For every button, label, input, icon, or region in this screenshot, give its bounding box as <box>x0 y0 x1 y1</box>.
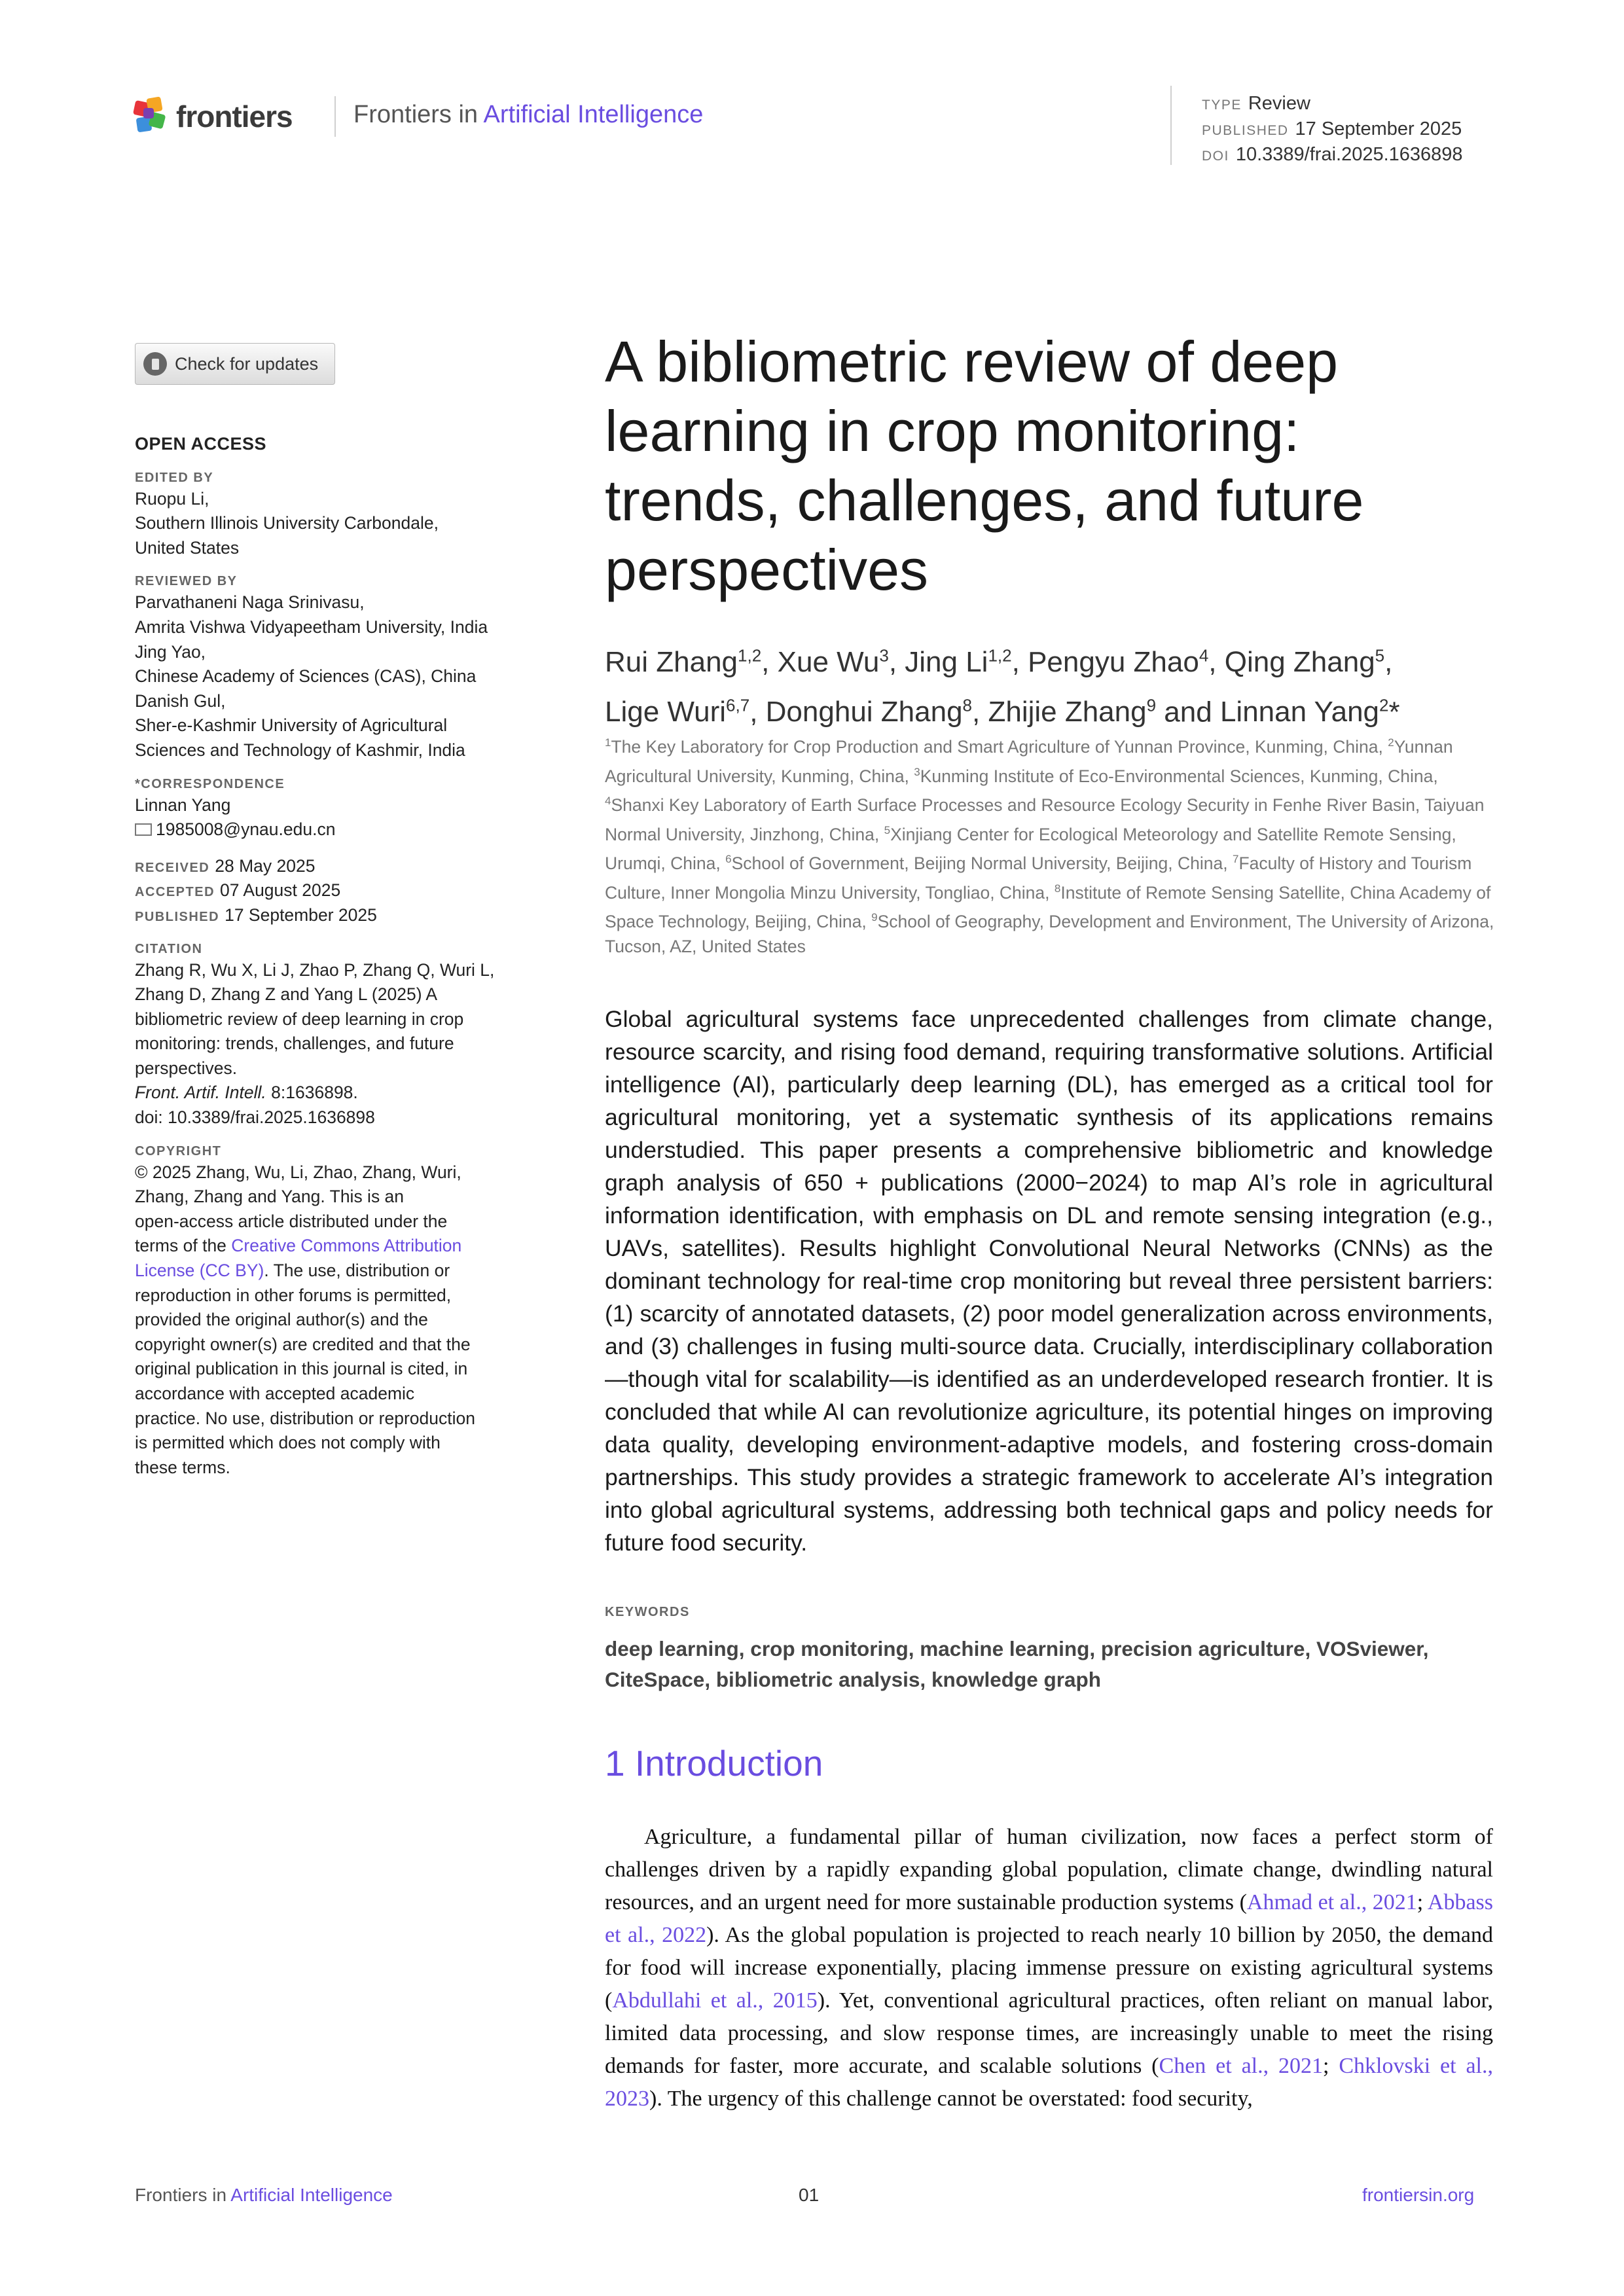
license-link-cont[interactable]: License (CC BY) <box>135 1261 264 1281</box>
author-affiliation-ref: 2 <box>1379 695 1389 715</box>
open-access-label: OPEN ACCESS <box>135 434 267 454</box>
published-value-sidebar: 17 September 2025 <box>225 905 377 925</box>
journal-title: Artificial Intelligence <box>483 101 704 128</box>
copyright-line: provided the original author(s) and the <box>135 1310 428 1330</box>
author[interactable] <box>605 696 749 728</box>
copyright-line: © 2025 Zhang, Wu, Li, Zhao, Zhang, Wuri, <box>135 1162 461 1182</box>
author[interactable] <box>778 646 889 678</box>
affiliation-text: Xinjiang Center for Ecological Meteorology and Satellite Remote Sensing, Urumqi, China, <box>605 824 1456 873</box>
author[interactable] <box>1225 646 1384 678</box>
author[interactable] <box>1220 696 1389 728</box>
reviewer-line: Parvathaneni Naga Srinivasu, <box>135 592 365 613</box>
citation-doi[interactable]: doi: 10.3389/frai.2025.1636898 <box>135 1107 375 1128</box>
type-value: Review <box>1248 93 1310 114</box>
editor-line: United States <box>135 537 240 558</box>
frontiers-logo-icon <box>134 98 167 135</box>
copyright-line: these terms. <box>135 1457 230 1477</box>
title-line: learning in crop monitoring: <box>605 399 1300 463</box>
affiliation-number: 1 <box>605 736 611 749</box>
citation-line: bibliometric review of deep learning in crop <box>135 1009 464 1029</box>
abstract: Global agricultural systems face unprecedented challenges from climate change, resource scarcity, and rising food demand, requiring transformative solutions. Artificial intelligence (AI), particularly deep learning (DL), has emerged as a critical tool for agricultural monitoring, yet a systematic synthesis of its applications remains understudied. This paper presents a comprehensive bibliometric and knowledge graph analysis of 650 + publications (2000−2024) to map AI’s role in agricultural information identification, with emphasis on DL and remote sensing integration (e.g., UAVs, satellites). Results highlight Convolutional Neural Networks (CNNs) as the dominant technology for real-time crop monitoring but reveal three persistent barriers: (1) scarcity of annotated datasets, (2) poor model generalization across environments, and (3) challenges in fusing multi-source data. Crucially, interdisciplinary collaboration—though vital for scalability—is identified as an underdeveloped research frontier. It is concluded that while AI can revolutionize agriculture, its potential hinges on improving data quality, developing environment-adaptive models, and fostering cross-domain partnerships. This study provides a strategic framework to accelerate AI’s integration into global agricultural systems, addressing both technical gaps and policy needs for future food security. <box>605 1006 1493 1556</box>
reviewer-line: Sher-e-Kashmir University of Agricultural <box>135 715 448 736</box>
author-separator: , <box>972 696 988 728</box>
intro-text: Agriculture, a fundamental pillar of human civilization, now faces a perfect storm of challenges driven by a rapidly expanding global population, climate change, dwindling natural resources, and an urgent need for more sustainable production systems ( <box>605 1825 1493 1914</box>
intro-text: ; <box>1416 1890 1428 1914</box>
accepted-label: ACCEPTED <box>135 885 215 900</box>
published-label: PUBLISHED <box>1202 123 1289 138</box>
footer-journal[interactable] <box>135 2185 393 2206</box>
affiliation-text: Kunming Institute of Eco-Environmental Sciences, Kunming, China, <box>920 766 1438 786</box>
citation-volume: 8:1636898. <box>271 1083 358 1103</box>
author-name: Zhijie Zhang <box>988 696 1147 728</box>
article-meta <box>1202 92 1463 168</box>
affiliation-text: School of Government, Beijing Normal University, Beijing, China, <box>731 853 1233 873</box>
copyright-after-link: . The use, distribution or <box>264 1261 450 1281</box>
affiliation-text: Faculty of History and Tourism Culture, Inner Mongolia Minzu University, Tongliao, China, <box>605 853 1472 903</box>
copyright-line: open-access article distributed under the <box>135 1211 448 1231</box>
author-affiliation-ref: 1,2 <box>738 645 762 665</box>
author-name: Linnan Yang <box>1219 696 1380 728</box>
copyright-line: practice. No use, distribution or reproduction <box>135 1408 475 1428</box>
copyright-line: is permitted which does not comply with <box>135 1433 441 1453</box>
author-name: Qing Zhang <box>1224 645 1375 678</box>
copyright-line: copyright owner(s) are credited and that the <box>135 1334 471 1354</box>
published-value: 17 September 2025 <box>1295 118 1462 139</box>
copyright-terms-prefix: terms of the <box>135 1236 232 1256</box>
affiliation-text: Yunnan Agricultural University, Kunming, China, <box>605 736 1453 786</box>
affiliation-number: 4 <box>605 795 611 808</box>
article-title <box>605 327 1508 605</box>
correspondence-name: Linnan Yang <box>135 795 231 815</box>
reviewer-line: Danish Gul, <box>135 691 226 711</box>
article-sidebar <box>135 432 541 1480</box>
intro-text: ; <box>1323 2054 1339 2078</box>
citation-line: perspectives. <box>135 1058 238 1078</box>
author-separator: and <box>1156 696 1220 728</box>
author-separator: , <box>1384 645 1393 678</box>
author-affiliation-ref: 5 <box>1375 645 1385 665</box>
author-affiliation-ref: 3 <box>879 645 889 665</box>
received-label: RECEIVED <box>135 860 210 875</box>
author-list <box>605 634 1508 734</box>
section-heading-introduction: 1 Introduction <box>605 1743 823 1784</box>
affiliation-number: 7 <box>1232 853 1239 866</box>
author-name: Jing Li <box>905 645 988 678</box>
publisher-name: frontiers <box>176 99 293 134</box>
citation-link[interactable]: Chklovski et al., 2023 <box>605 2054 1494 2111</box>
received-value: 28 May 2025 <box>215 855 316 876</box>
intro-text: ). As the global population is projected to reach nearly 10 billion by 2050, the demand for food will increase exponentially, placing immense pressure on existing agricultural systems ( <box>605 1923 1493 2013</box>
author-name: Rui Zhang <box>605 645 738 678</box>
license-link[interactable]: Creative Commons Attribution <box>231 1236 462 1256</box>
citation-link[interactable]: Abdullahi et al., 2015 <box>612 1988 818 2013</box>
author[interactable] <box>988 696 1156 728</box>
keywords-label: KEYWORDS <box>605 1605 690 1619</box>
author-separator: , <box>1208 645 1225 678</box>
citation-link[interactable]: Ahmad et al., 2021 <box>1246 1890 1417 1914</box>
editor-line: Southern Illinois University Carbondale, <box>135 513 439 533</box>
author-separator: , <box>749 696 766 728</box>
correspondence-email: 1985008@ynau.edu.cn <box>156 819 336 840</box>
copyright-line: reproduction in other forums is permitted, <box>135 1285 452 1305</box>
doi-value[interactable]: 10.3389/frai.2025.1636898 <box>1235 144 1463 165</box>
introduction-paragraph <box>605 1821 1493 2115</box>
affiliation-text: Shanxi Key Laboratory of Earth Surface Processes and Resource Ecology Security in Fenhe River Basin, Taiyuan Normal University, Jinzhong, China, <box>605 795 1485 844</box>
reviewer-line: Sciences and Technology of Kashmir, India <box>135 740 465 760</box>
affiliations <box>605 730 1495 959</box>
check-for-updates-label: Check for updates <box>175 353 319 374</box>
editor-line: Ruopu Li, <box>135 488 209 509</box>
header-divider <box>334 96 336 137</box>
copyright-tail <box>135 1283 541 1480</box>
citation-journal: Front. Artif. Intell. <box>135 1083 266 1103</box>
author-separator: , <box>888 645 905 678</box>
mail-icon <box>135 823 152 836</box>
title-line: A bibliometric review of deep <box>605 329 1339 394</box>
copyright-line: original publication in this journal is cited, in <box>135 1359 468 1379</box>
editor-list <box>135 487 541 561</box>
title-line: trends, challenges, and future <box>605 468 1364 533</box>
journal-name[interactable] <box>353 101 703 129</box>
footer-prefix: Frontiers in <box>135 2185 227 2205</box>
introduction-text <box>605 1821 1493 2115</box>
author-affiliation-ref: 6,7 <box>726 695 750 715</box>
affiliation-text: School of Geography, Development and Environment, The University of Arizona, Tucson, AZ, United States <box>605 912 1494 956</box>
author-separator: , <box>1011 645 1028 678</box>
affiliation-number: 8 <box>1054 882 1061 895</box>
check-for-updates-button[interactable] <box>135 343 335 385</box>
type-label: TYPE <box>1202 98 1242 113</box>
bookmark-icon <box>143 352 167 376</box>
reviewer-line: Jing Yao, <box>135 641 206 662</box>
copyright-line: Zhang, Zhang and Yang. This is an <box>135 1187 405 1207</box>
intro-text: ). The urgency of this challenge cannot be overstated: food security, <box>649 2087 1253 2111</box>
doi-label: DOI <box>1202 149 1229 164</box>
citation-link[interactable]: Chen et al., 2021 <box>1159 2054 1324 2078</box>
footer-journal-name: Artificial Intelligence <box>230 2185 393 2205</box>
reviewer-line: Chinese Academy of Sciences (CAS), China <box>135 666 477 687</box>
published-label-sidebar: PUBLISHED <box>135 909 220 924</box>
author-separator: * <box>1388 696 1400 728</box>
author-affiliation-ref: 9 <box>1146 695 1157 715</box>
citation-line: monitoring: trends, challenges, and future <box>135 1033 454 1054</box>
affiliation-number: 6 <box>725 853 732 866</box>
author-affiliation-ref: 1,2 <box>988 645 1012 665</box>
footer-site-link[interactable]: frontiersin.org <box>1362 2185 1475 2205</box>
citation-line: Zhang D, Zhang Z and Yang L (2025) A <box>135 984 438 1005</box>
accepted-value: 07 August 2025 <box>220 880 341 901</box>
frontiers-logo[interactable] <box>134 95 293 138</box>
author-separator: , <box>761 645 778 678</box>
correspondence-email-row[interactable] <box>135 817 541 842</box>
citation-text <box>135 958 541 1081</box>
reviewer-list <box>135 590 541 762</box>
affiliation-number: 9 <box>871 911 878 924</box>
author-name: Donghui Zhang <box>765 696 963 728</box>
meta-divider <box>1170 86 1172 165</box>
intro-text: ). Yet, conventional agricultural practices, often reliant on manual labor, limited data processing, and slow response times, are increasingly unable to meet the rising demands for faster, more accurate, and scalable solutions ( <box>605 1988 1493 2078</box>
author-name: Lige Wuri <box>605 696 727 728</box>
reviewer-line: Amrita Vishwa Vidyapeetham University, India <box>135 617 488 637</box>
citation-label: CITATION <box>135 941 203 956</box>
citation-link[interactable]: Abbass et al., 2022 <box>605 1890 1493 1947</box>
copyright-label: COPYRIGHT <box>135 1143 222 1158</box>
page-number: 01 <box>799 2185 820 2205</box>
copyright-text <box>135 1160 541 1234</box>
author[interactable] <box>1028 646 1208 678</box>
citation-line: Zhang R, Wu X, Li J, Zhao P, Zhang Q, Wuri L, <box>135 960 495 980</box>
author-name: Pengyu Zhao <box>1028 645 1199 678</box>
author-affiliation-ref: 8 <box>962 695 973 715</box>
keywords: deep learning, crop monitoring, machine learning, precision agriculture, VOSviewer, CiteSpace, bibliometric analysis, knowledge graph <box>605 1637 1429 1691</box>
affiliation-text: The Key Laboratory for Crop Production and Smart Agriculture of Yunnan Province, Kunming, China, <box>611 736 1388 757</box>
author-name: Xue Wu <box>777 645 880 678</box>
copyright-line: accordance with accepted academic <box>135 1384 415 1403</box>
affiliation-number: 3 <box>914 765 920 778</box>
correspondence-label: *CORRESPONDENCE <box>135 776 285 791</box>
affiliation-number: 2 <box>1388 736 1394 749</box>
author-affiliation-ref: 4 <box>1199 645 1209 665</box>
author[interactable] <box>766 696 972 728</box>
author[interactable] <box>905 646 1011 678</box>
reviewed-by-label: REVIEWED BY <box>135 574 238 589</box>
title-line: perspectives <box>605 537 929 602</box>
journal-prefix: Frontiers in <box>353 101 478 128</box>
edited-by-label: EDITED BY <box>135 470 214 485</box>
author[interactable] <box>605 646 761 678</box>
affiliation-text: Institute of Remote Sensing Satellite, China Academy of Space Technology, Beijing, China, <box>605 882 1491 932</box>
affiliation-number: 5 <box>884 823 891 836</box>
